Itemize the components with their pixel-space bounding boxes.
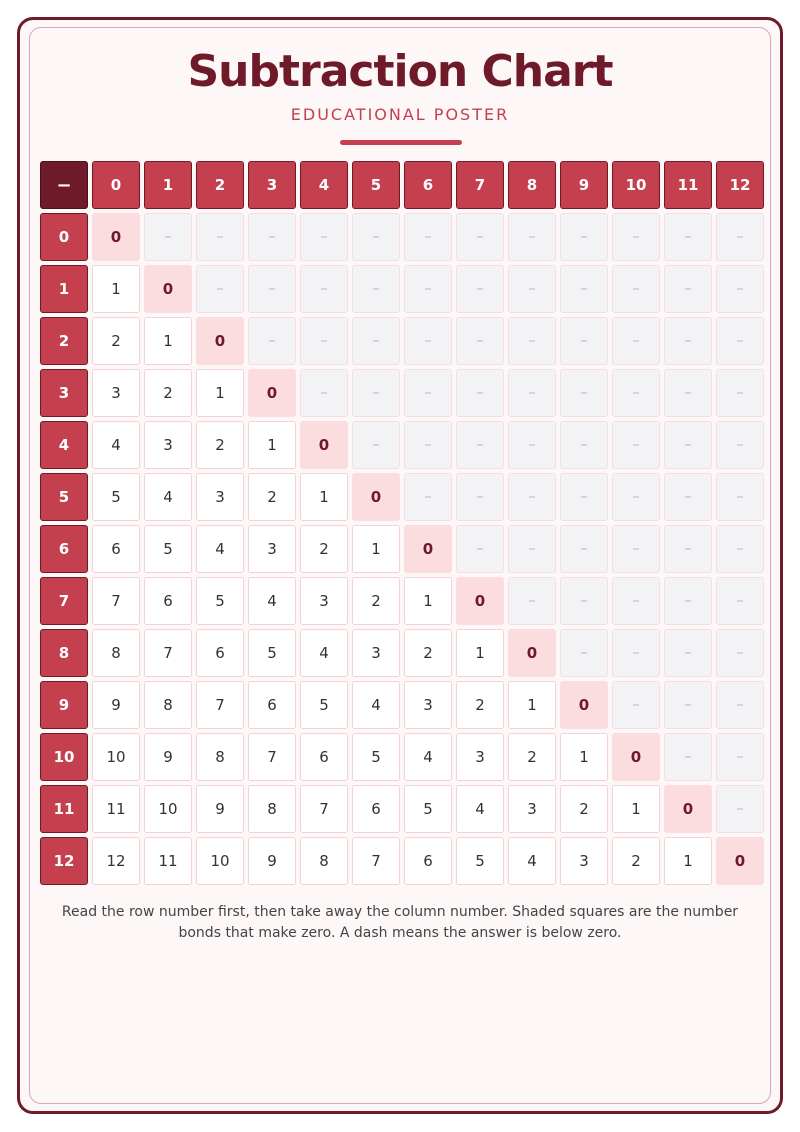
difference-cell: 10 xyxy=(144,785,192,833)
below-zero-cell: – xyxy=(144,213,192,261)
difference-cell: 3 xyxy=(300,577,348,625)
difference-cell: 4 xyxy=(404,733,452,781)
column-header: 2 xyxy=(196,161,244,209)
below-zero-cell: – xyxy=(352,369,400,417)
difference-cell: 2 xyxy=(456,681,504,729)
difference-cell: 1 xyxy=(612,785,660,833)
difference-cell: 3 xyxy=(508,785,556,833)
zero-bond-cell: 0 xyxy=(196,317,244,365)
difference-cell: 9 xyxy=(248,837,296,885)
zero-bond-cell: 0 xyxy=(508,629,556,677)
difference-cell: 4 xyxy=(144,473,192,521)
row-header: 8 xyxy=(40,629,88,677)
difference-cell: 11 xyxy=(144,837,192,885)
below-zero-cell: – xyxy=(716,473,764,521)
below-zero-cell: – xyxy=(612,473,660,521)
below-zero-cell: – xyxy=(664,681,712,729)
below-zero-cell: – xyxy=(560,525,608,573)
column-header: 4 xyxy=(300,161,348,209)
below-zero-cell: – xyxy=(664,577,712,625)
difference-cell: 6 xyxy=(248,681,296,729)
difference-cell: 12 xyxy=(92,837,140,885)
below-zero-cell: – xyxy=(612,369,660,417)
difference-cell: 7 xyxy=(352,837,400,885)
difference-cell: 7 xyxy=(248,733,296,781)
below-zero-cell: – xyxy=(352,421,400,469)
below-zero-cell: – xyxy=(456,421,504,469)
below-zero-cell: – xyxy=(560,317,608,365)
below-zero-cell: – xyxy=(560,473,608,521)
column-header: 5 xyxy=(352,161,400,209)
below-zero-cell: – xyxy=(664,525,712,573)
below-zero-cell: – xyxy=(612,265,660,313)
difference-cell: 9 xyxy=(196,785,244,833)
column-header: 8 xyxy=(508,161,556,209)
difference-cell: 2 xyxy=(300,525,348,573)
title-divider xyxy=(340,140,462,145)
difference-cell: 2 xyxy=(248,473,296,521)
below-zero-cell: – xyxy=(612,577,660,625)
difference-cell: 10 xyxy=(196,837,244,885)
below-zero-cell: – xyxy=(612,629,660,677)
below-zero-cell: – xyxy=(352,265,400,313)
column-header: 3 xyxy=(248,161,296,209)
below-zero-cell: – xyxy=(716,733,764,781)
below-zero-cell: – xyxy=(716,421,764,469)
below-zero-cell: – xyxy=(404,317,452,365)
below-zero-cell: – xyxy=(300,265,348,313)
difference-cell: 8 xyxy=(248,785,296,833)
below-zero-cell: – xyxy=(612,681,660,729)
difference-cell: 4 xyxy=(196,525,244,573)
difference-cell: 7 xyxy=(92,577,140,625)
zero-bond-cell: 0 xyxy=(404,525,452,573)
difference-cell: 8 xyxy=(300,837,348,885)
row-header: 0 xyxy=(40,213,88,261)
difference-cell: 2 xyxy=(144,369,192,417)
below-zero-cell: – xyxy=(716,317,764,365)
difference-cell: 4 xyxy=(352,681,400,729)
difference-cell: 10 xyxy=(92,733,140,781)
below-zero-cell: – xyxy=(664,317,712,365)
difference-cell: 3 xyxy=(92,369,140,417)
below-zero-cell: – xyxy=(456,317,504,365)
difference-cell: 4 xyxy=(92,421,140,469)
zero-bond-cell: 0 xyxy=(664,785,712,833)
difference-cell: 6 xyxy=(92,525,140,573)
below-zero-cell: – xyxy=(612,213,660,261)
zero-bond-cell: 0 xyxy=(716,837,764,885)
difference-cell: 4 xyxy=(508,837,556,885)
difference-cell: 6 xyxy=(404,837,452,885)
below-zero-cell: – xyxy=(404,213,452,261)
below-zero-cell: – xyxy=(664,421,712,469)
difference-cell: 5 xyxy=(300,681,348,729)
below-zero-cell: – xyxy=(612,421,660,469)
difference-cell: 1 xyxy=(300,473,348,521)
below-zero-cell: – xyxy=(404,369,452,417)
difference-cell: 4 xyxy=(456,785,504,833)
zero-bond-cell: 0 xyxy=(352,473,400,521)
below-zero-cell: – xyxy=(716,629,764,677)
below-zero-cell: – xyxy=(508,421,556,469)
row-header: 6 xyxy=(40,525,88,573)
below-zero-cell: – xyxy=(716,577,764,625)
difference-cell: 3 xyxy=(352,629,400,677)
difference-cell: 3 xyxy=(196,473,244,521)
below-zero-cell: – xyxy=(664,369,712,417)
difference-cell: 6 xyxy=(196,629,244,677)
below-zero-cell: – xyxy=(716,681,764,729)
difference-cell: 5 xyxy=(352,733,400,781)
difference-cell: 8 xyxy=(92,629,140,677)
below-zero-cell: – xyxy=(352,213,400,261)
row-header: 9 xyxy=(40,681,88,729)
below-zero-cell: – xyxy=(716,369,764,417)
difference-cell: 5 xyxy=(92,473,140,521)
below-zero-cell: – xyxy=(508,213,556,261)
below-zero-cell: – xyxy=(664,473,712,521)
difference-cell: 2 xyxy=(404,629,452,677)
difference-cell: 9 xyxy=(144,733,192,781)
below-zero-cell: – xyxy=(404,265,452,313)
zero-bond-cell: 0 xyxy=(300,421,348,469)
column-header: 9 xyxy=(560,161,608,209)
difference-cell: 7 xyxy=(300,785,348,833)
below-zero-cell: – xyxy=(716,785,764,833)
zero-bond-cell: 0 xyxy=(144,265,192,313)
below-zero-cell: – xyxy=(352,317,400,365)
below-zero-cell: – xyxy=(716,213,764,261)
difference-cell: 6 xyxy=(144,577,192,625)
difference-cell: 1 xyxy=(92,265,140,313)
column-header: 11 xyxy=(664,161,712,209)
difference-cell: 8 xyxy=(196,733,244,781)
below-zero-cell: – xyxy=(508,525,556,573)
row-header: 2 xyxy=(40,317,88,365)
below-zero-cell: – xyxy=(300,213,348,261)
difference-cell: 1 xyxy=(248,421,296,469)
difference-cell: 1 xyxy=(508,681,556,729)
difference-cell: 6 xyxy=(300,733,348,781)
difference-cell: 8 xyxy=(144,681,192,729)
difference-cell: 3 xyxy=(144,421,192,469)
below-zero-cell: – xyxy=(508,473,556,521)
instructions-note: Read the row number first, then take away the column number. Shaded squares are the number bonds that make zero. A dash means the answer is below zero. xyxy=(61,904,739,941)
below-zero-cell: – xyxy=(560,421,608,469)
below-zero-cell: – xyxy=(404,473,452,521)
difference-cell: 5 xyxy=(456,837,504,885)
difference-cell: 1 xyxy=(560,733,608,781)
row-header: 1 xyxy=(40,265,88,313)
zero-bond-cell: 0 xyxy=(456,577,504,625)
below-zero-cell: – xyxy=(560,577,608,625)
column-header: 12 xyxy=(716,161,764,209)
below-zero-cell: – xyxy=(664,733,712,781)
below-zero-cell: – xyxy=(456,213,504,261)
below-zero-cell: – xyxy=(456,369,504,417)
difference-cell: 5 xyxy=(144,525,192,573)
zero-bond-cell: 0 xyxy=(92,213,140,261)
difference-cell: 6 xyxy=(352,785,400,833)
difference-cell: 4 xyxy=(300,629,348,677)
difference-cell: 3 xyxy=(404,681,452,729)
row-header: 4 xyxy=(40,421,88,469)
row-header: 5 xyxy=(40,473,88,521)
poster xyxy=(17,17,783,1114)
below-zero-cell: – xyxy=(456,265,504,313)
zero-bond-cell: 0 xyxy=(248,369,296,417)
below-zero-cell: – xyxy=(508,369,556,417)
difference-cell: 3 xyxy=(560,837,608,885)
below-zero-cell: – xyxy=(300,369,348,417)
below-zero-cell: – xyxy=(508,317,556,365)
row-header: 7 xyxy=(40,577,88,625)
difference-cell: 9 xyxy=(92,681,140,729)
below-zero-cell: – xyxy=(612,317,660,365)
below-zero-cell: – xyxy=(716,265,764,313)
difference-cell: 11 xyxy=(92,785,140,833)
difference-cell: 1 xyxy=(664,837,712,885)
below-zero-cell: – xyxy=(404,421,452,469)
below-zero-cell: – xyxy=(508,265,556,313)
column-header: 0 xyxy=(92,161,140,209)
below-zero-cell: – xyxy=(248,317,296,365)
difference-cell: 1 xyxy=(196,369,244,417)
difference-cell: 2 xyxy=(612,837,660,885)
row-header: 10 xyxy=(40,733,88,781)
difference-cell: 3 xyxy=(456,733,504,781)
difference-cell: 1 xyxy=(456,629,504,677)
page-title: Subtraction Chart xyxy=(187,46,613,97)
difference-cell: 7 xyxy=(144,629,192,677)
below-zero-cell: – xyxy=(456,525,504,573)
difference-cell: 7 xyxy=(196,681,244,729)
below-zero-cell: – xyxy=(248,265,296,313)
below-zero-cell: – xyxy=(196,213,244,261)
below-zero-cell: – xyxy=(664,213,712,261)
difference-cell: 2 xyxy=(196,421,244,469)
difference-cell: 2 xyxy=(352,577,400,625)
subtraction-table xyxy=(40,161,764,885)
difference-cell: 2 xyxy=(560,785,608,833)
below-zero-cell: – xyxy=(300,317,348,365)
below-zero-cell: – xyxy=(664,265,712,313)
column-header: 10 xyxy=(612,161,660,209)
below-zero-cell: – xyxy=(560,213,608,261)
below-zero-cell: – xyxy=(508,577,556,625)
below-zero-cell: – xyxy=(716,525,764,573)
row-header: 11 xyxy=(40,785,88,833)
difference-cell: 5 xyxy=(404,785,452,833)
difference-cell: 5 xyxy=(196,577,244,625)
zero-bond-cell: 0 xyxy=(612,733,660,781)
difference-cell: 2 xyxy=(508,733,556,781)
below-zero-cell: – xyxy=(664,629,712,677)
below-zero-cell: – xyxy=(560,265,608,313)
column-header: 1 xyxy=(144,161,192,209)
below-zero-cell: – xyxy=(196,265,244,313)
below-zero-cell: – xyxy=(248,213,296,261)
minus-corner-cell: − xyxy=(40,161,88,209)
column-header: 6 xyxy=(404,161,452,209)
below-zero-cell: – xyxy=(560,629,608,677)
column-header: 7 xyxy=(456,161,504,209)
difference-cell: 4 xyxy=(248,577,296,625)
difference-cell: 3 xyxy=(248,525,296,573)
zero-bond-cell: 0 xyxy=(560,681,608,729)
below-zero-cell: – xyxy=(612,525,660,573)
difference-cell: 5 xyxy=(248,629,296,677)
page-subtitle: EDUCATIONAL POSTER xyxy=(290,105,510,124)
difference-cell: 1 xyxy=(352,525,400,573)
difference-cell: 1 xyxy=(404,577,452,625)
difference-cell: 1 xyxy=(144,317,192,365)
below-zero-cell: – xyxy=(456,473,504,521)
below-zero-cell: – xyxy=(560,369,608,417)
row-header: 3 xyxy=(40,369,88,417)
row-header: 12 xyxy=(40,837,88,885)
difference-cell: 2 xyxy=(92,317,140,365)
